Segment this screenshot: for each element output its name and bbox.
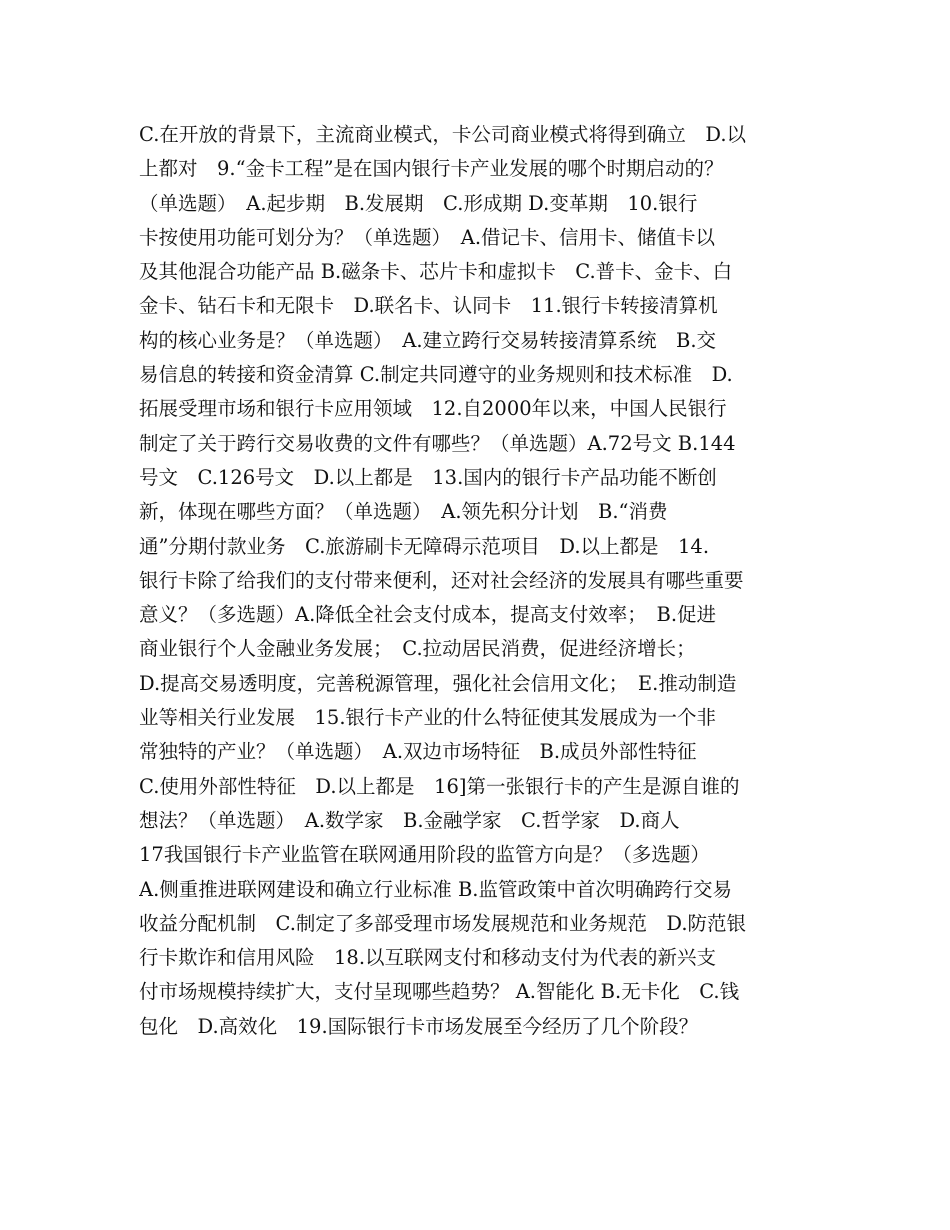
text-line-13: 通”分期付款业务 C.旅游刷卡无障碍示范项目 D.以上都是 14. (139, 534, 710, 558)
text-line-18: 业等相关行业发展 15.银行卡产业的什么特征使其发展成为一个非 (139, 706, 717, 730)
text-line-11: 号文 C.126号文 D.以上都是 13.国内的银行卡产品功能不断创 (139, 465, 717, 489)
text-line-27: 包化 D.高效化 19.国际银行卡市场发展至今经历了几个阶段？ (139, 1014, 699, 1038)
text-line-1: C.在开放的背景下，主流商业模式，卡公司商业模式将得到确立 D.以 (139, 123, 747, 146)
text-line-25: 行卡欺诈和信用风险 18.以互联网支付和移动支付为代表的新兴支 (139, 946, 717, 970)
text-line-15: 意义？（多选题）A.降低全社会支付成本，提高支付效率； B.促进 (139, 603, 717, 627)
text-line-2: 上都对 9.“金卡工程”是在国内银行卡产业发展的哪个时期启动的？ (139, 157, 724, 181)
text-line-20: C.使用外部性特征 D.以上都是 16]第一张银行卡的产生是源自谁的 (139, 774, 740, 798)
text-line-17: D.提高交易透明度，完善税源管理，强化社会信用文化； E.推动制造 (139, 671, 737, 695)
text-line-4: 卡按使用功能可划分为？（单选题） A.借记卡、信用卡、储值卡以 (139, 225, 716, 249)
text-line-9: 拓展受理市场和银行卡应用领域 12.自2000年以来，中国人民银行 (139, 397, 727, 421)
text-line-12: 新，体现在哪些方面？（单选题） A.领先积分计划 B.“消费 (139, 500, 668, 524)
text-line-10: 制定了关于跨行交易收费的文件有哪些？（单选题）A.72号文 B.144 (139, 431, 736, 455)
question-text-block (139, 118, 814, 1044)
text-line-5: 及其他混合功能产品 B.磁条卡、芯片卡和虚拟卡 C.普卡、金卡、白 (139, 260, 733, 284)
text-line-6: 金卡、钻石卡和无限卡 D.联名卡、认同卡 11.银行卡转接清算机 (139, 294, 718, 318)
text-line-22: 17我国银行卡产业监管在联网通用阶段的监管方向是？（多选题） (139, 843, 710, 867)
text-line-24: 收益分配机制 C.制定了多部受理市场发展规范和业务规范 D.防范银 (139, 911, 747, 935)
text-line-7: 构的核心业务是？（单选题） A.建立跨行交易转接清算系统 B.交 (139, 328, 717, 352)
text-line-14: 银行卡除了给我们的支付带来便利，还对社会经济的发展具有哪些重要 (139, 568, 744, 592)
text-line-21: 想法？（单选题） A.数学家 B.金融学家 C.哲学家 D.商人 (139, 808, 680, 832)
text-line-16: 商业银行个人金融业务发展； C.拉动居民消费，促进经济增长； (139, 637, 696, 661)
text-line-26: 付市场规模持续扩大，支付呈现哪些趋势？ A.智能化 B.无卡化 C.钱 (139, 980, 740, 1004)
text-line-23: A.侧重推进联网建设和确立行业标准 B.监管政策中首次明确跨行交易 (139, 877, 733, 901)
text-line-3: （单选题） A.起步期 B.发展期 C.形成期 D.变革期 10.银行 (139, 191, 698, 215)
text-line-8: 易信息的转接和资金清算 C.制定共同遵守的业务规则和技术标准 D. (139, 363, 733, 387)
text-line-19: 常独特的产业？（单选题） A.双边市场特征 B.成员外部性特征 (139, 740, 697, 764)
